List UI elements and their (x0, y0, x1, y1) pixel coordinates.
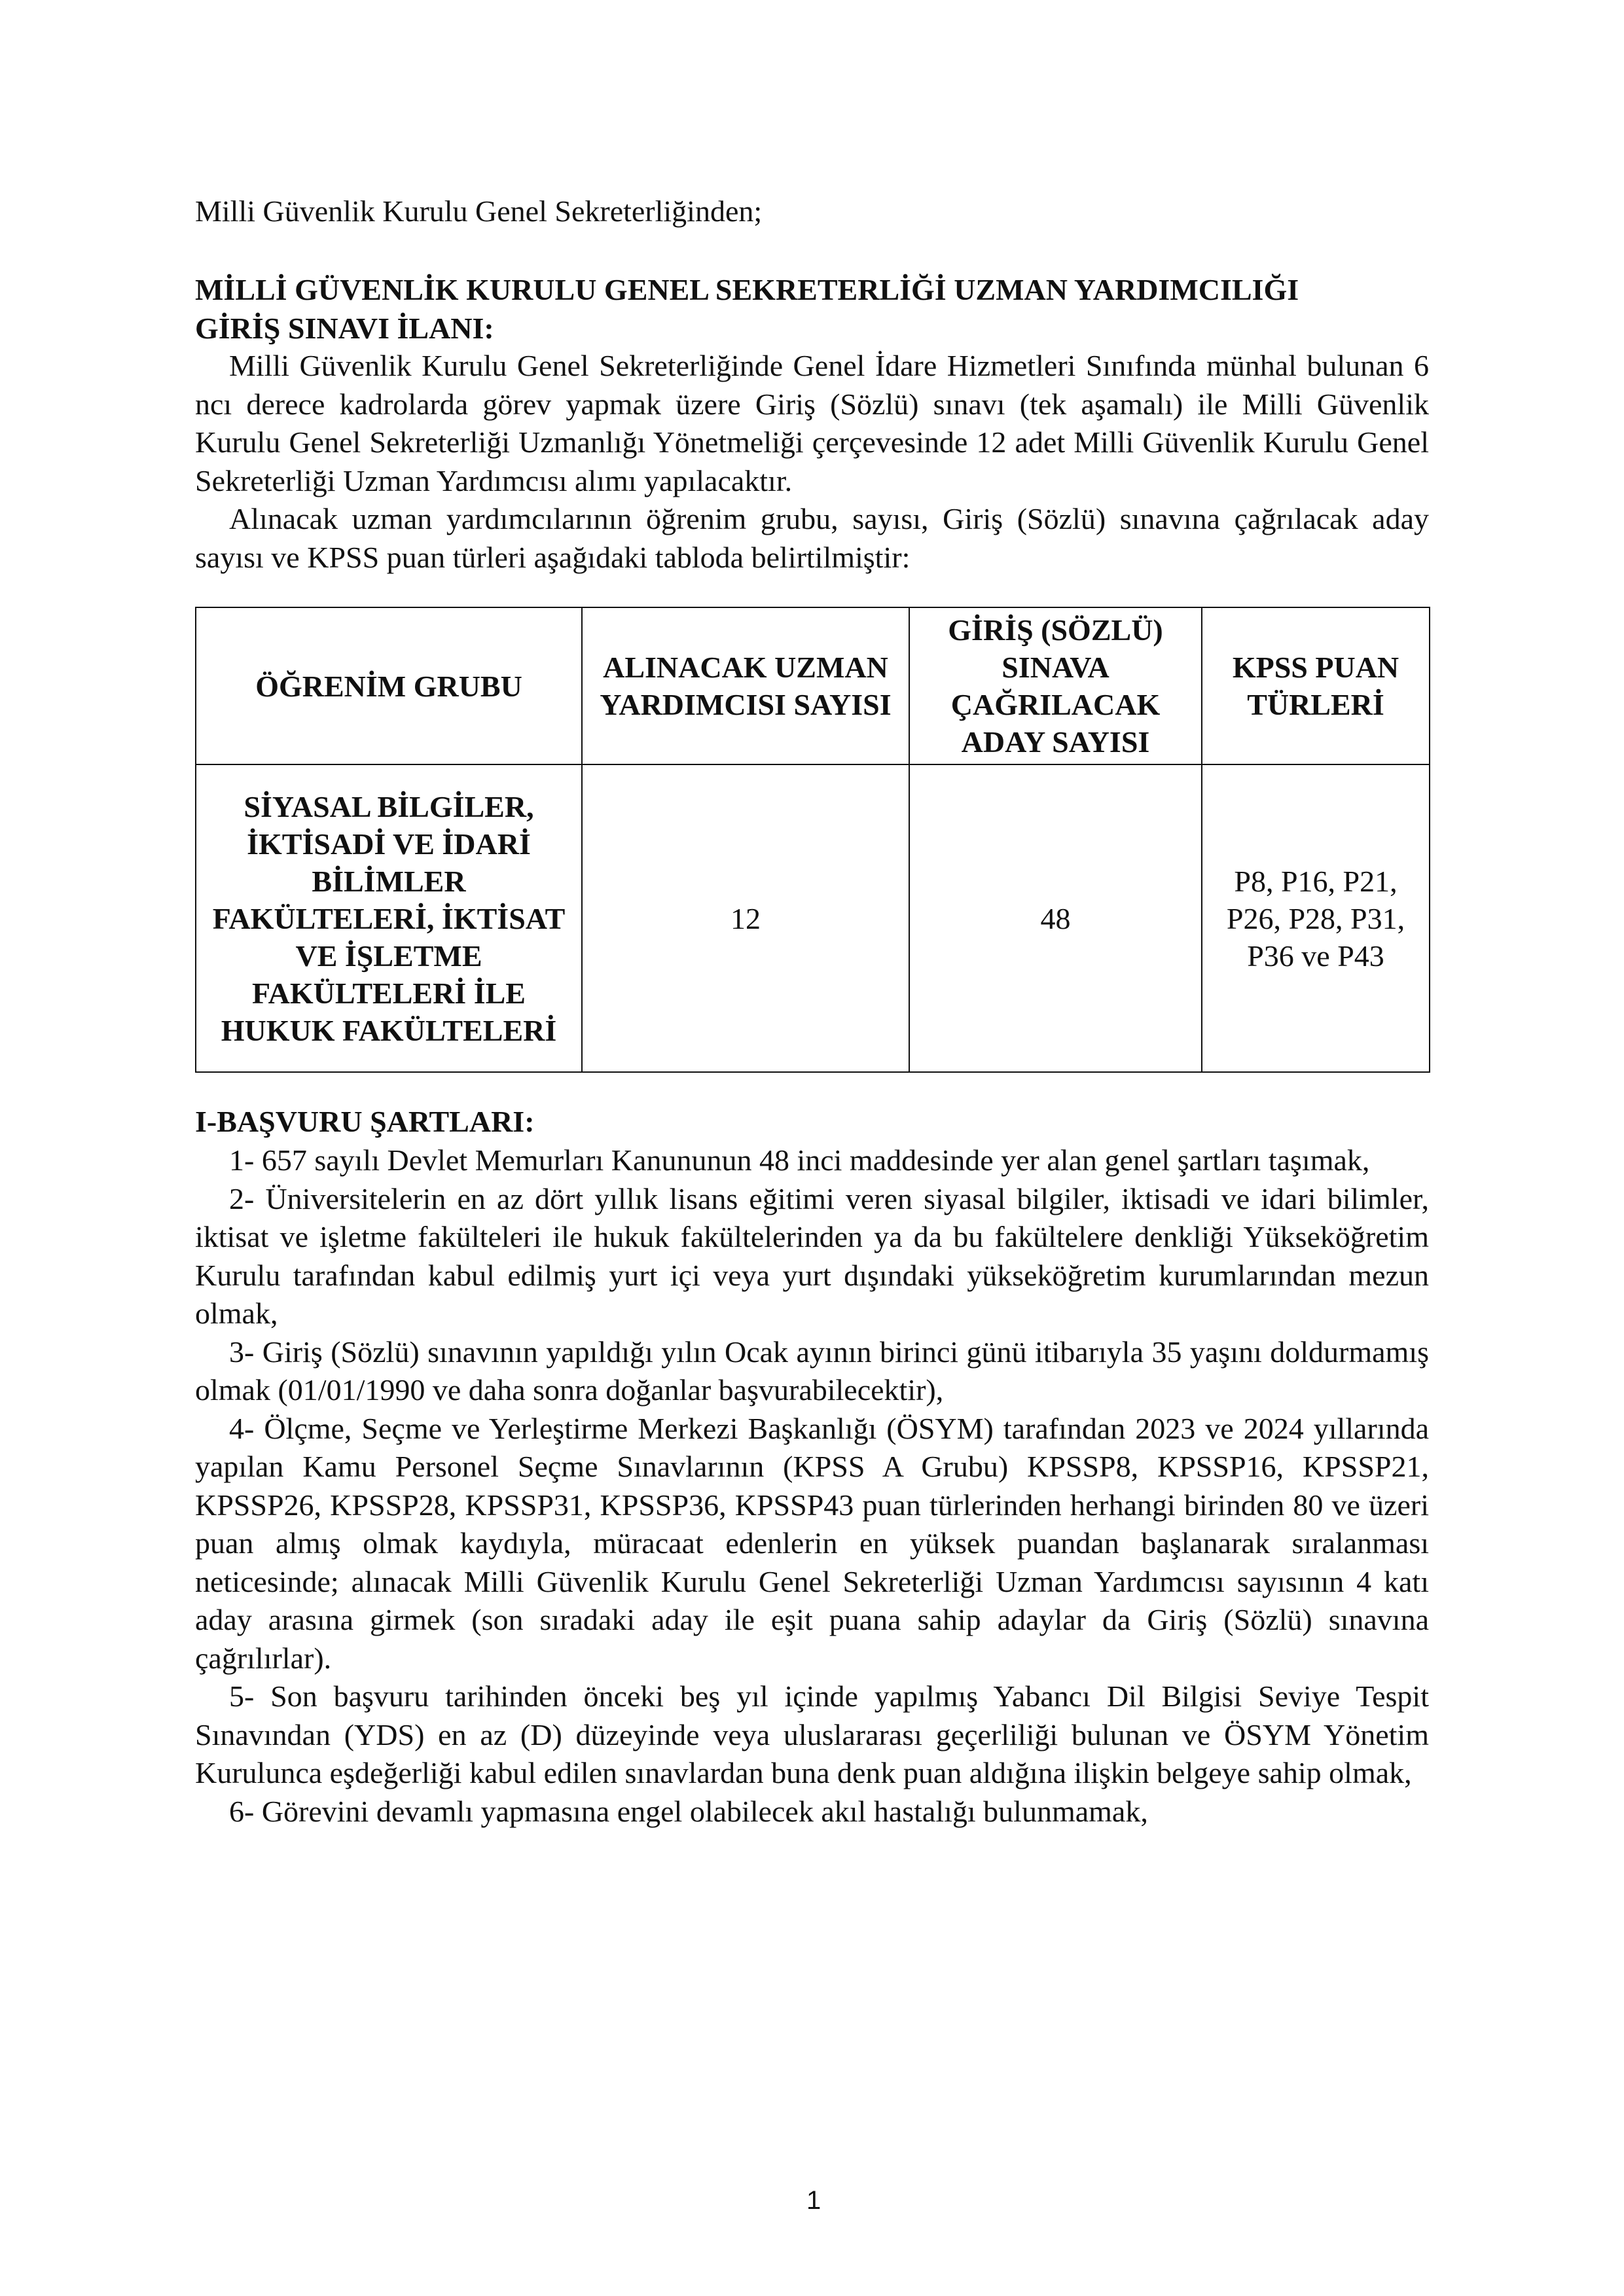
condition-item: 4- Ölçme, Seçme ve Yerleştirme Merkezi Başkanlığı (ÖSYM) tarafından 2023 ve 2024 yıllarında yapılan Kamu Personel Seçme Sınavlarının (KPSS A Grubu) KPSSP8, KPSSP16, KPSSP21, KPSSP26, KPSSP28, KPSSP31, KPSSP36, KPSSP43 puan türlerinden herhangi birinden 80 ve üzeri puan almış olmak kaydıyla, müracaat edenlerin en yüksek puandan başlanarak sıralanması neticesinde; alınacak Milli Güvenlik Kurulu Genel Sekreterliği Uzman Yardımcısı sayısının 4 katı aday arasına girmek (son sıradaki aday ile eşit puana sahip adaylar da Giriş (Sözlü) sınavına çağrılırlar). (195, 1411, 1429, 1675)
table-row (196, 764, 1430, 1072)
condition-item: 3- Giriş (Sözlü) sınavının yapıldığı yılın Ocak ayının birinci günü itibarıyla 35 yaşını doldurmamış olmak (01/01/1990 ve daha sonra doğanlar başvurabilecektir), (195, 1335, 1429, 1407)
cell-assistant-count: 12 (582, 764, 909, 1072)
cell-kpss-types: P8, P16, P21, P26, P28, P31, P36 ve P43 (1202, 764, 1430, 1072)
condition-item: 5- Son başvuru tarihinden önceki beş yıl içinde yapılmış Yabancı Dil Bilgisi Seviye Tespit Sınavından (YDS) en az (D) düzeyinde veya uluslararası geçerliliği bulunan ve ÖSYM Yönetim Kurulunca eşdeğerliği kabul edilen sınavlardan buna denk puan aldığına ilişkin belgeye sahip olmak, (195, 1679, 1429, 1789)
intro-paragraph: Alınacak uzman yardımcılarının öğrenim grubu, sayısı, Giriş (Sözlü) sınavına çağrılacak aday sayısı ve KPSS puan türleri aşağıdaki tabloda belirtilmiştir: (195, 502, 1429, 574)
intro-text (195, 347, 1429, 577)
header-education-group: ÖĞRENİM GRUBU (196, 607, 582, 764)
document-title-line-2: GİRİŞ SINAVI İLANI: (195, 312, 494, 345)
section-heading: I-BAŞVURU ŞARTLARI: (195, 1105, 535, 1138)
sender-line: Milli Güvenlik Kurulu Genel Sekreterliğinden; (195, 194, 763, 228)
condition-item: 6- Görevini devamlı yapmasına engel olabilecek akıl hastalığı bulunmamak, (229, 1794, 1148, 1828)
condition-item: 1- 657 sayılı Devlet Memurları Kanununun 48 inci maddesinde yer alan genel şartları taşımak, (229, 1143, 1370, 1177)
cell-education-group: SİYASAL BİLGİLER, İKTİSADİ VE İDARİ BİLİMLER FAKÜLTELERİ, İKTİSAT VE İŞLETME FAKÜLTELERİ İLE HUKUK FAKÜLTELERİ (196, 764, 582, 1072)
conditions-list (195, 1141, 1429, 1831)
condition-item: 2- Üniversitelerin en az dört yıllık lisans eğitimi veren siyasal bilgiler, iktisadi ve idari bilimler, iktisat ve işletme fakülteleri ile hukuk fakültelerinden ya da bu fakültelere denkliği Yükseköğretim Kurulu tarafından kabul edilmiş yurt içi veya yurt dışındaki yükseköğretim kurumlarından mezun olmak, (195, 1181, 1429, 1330)
header-candidate-count: GİRİŞ (SÖZLÜ) SINAVA ÇAĞRILACAK ADAY SAYISI (909, 607, 1202, 764)
header-assistant-count: ALINACAK UZMAN YARDIMCISI SAYISI (582, 607, 909, 764)
page-number: 1 (806, 2186, 821, 2215)
header-kpss-types: KPSS PUAN TÜRLERİ (1202, 607, 1430, 764)
positions-table (195, 607, 1430, 1073)
document-title-line-1: MİLLİ GÜVENLİK KURULU GENEL SEKRETERLİĞİ UZMAN YARDIMCILIĞI (195, 273, 1299, 306)
cell-candidate-count: 48 (909, 764, 1202, 1072)
table-header-row (196, 607, 1430, 764)
intro-paragraph: Milli Güvenlik Kurulu Genel Sekreterliğinde Genel İdare Hizmetleri Sınıfında münhal bulunan 6 ncı derece kadrolarda görev yapmak üzere Giriş (Sözlü) sınavı (tek aşamalı) ile Milli Güvenlik Kurulu Genel Sekreterliği Uzmanlığı Yönetmeliği çerçevesinde 12 adet Milli Güvenlik Kurulu Genel Sekreterliği Uzman Yardımcısı alımı yapılacaktır. (195, 349, 1429, 497)
